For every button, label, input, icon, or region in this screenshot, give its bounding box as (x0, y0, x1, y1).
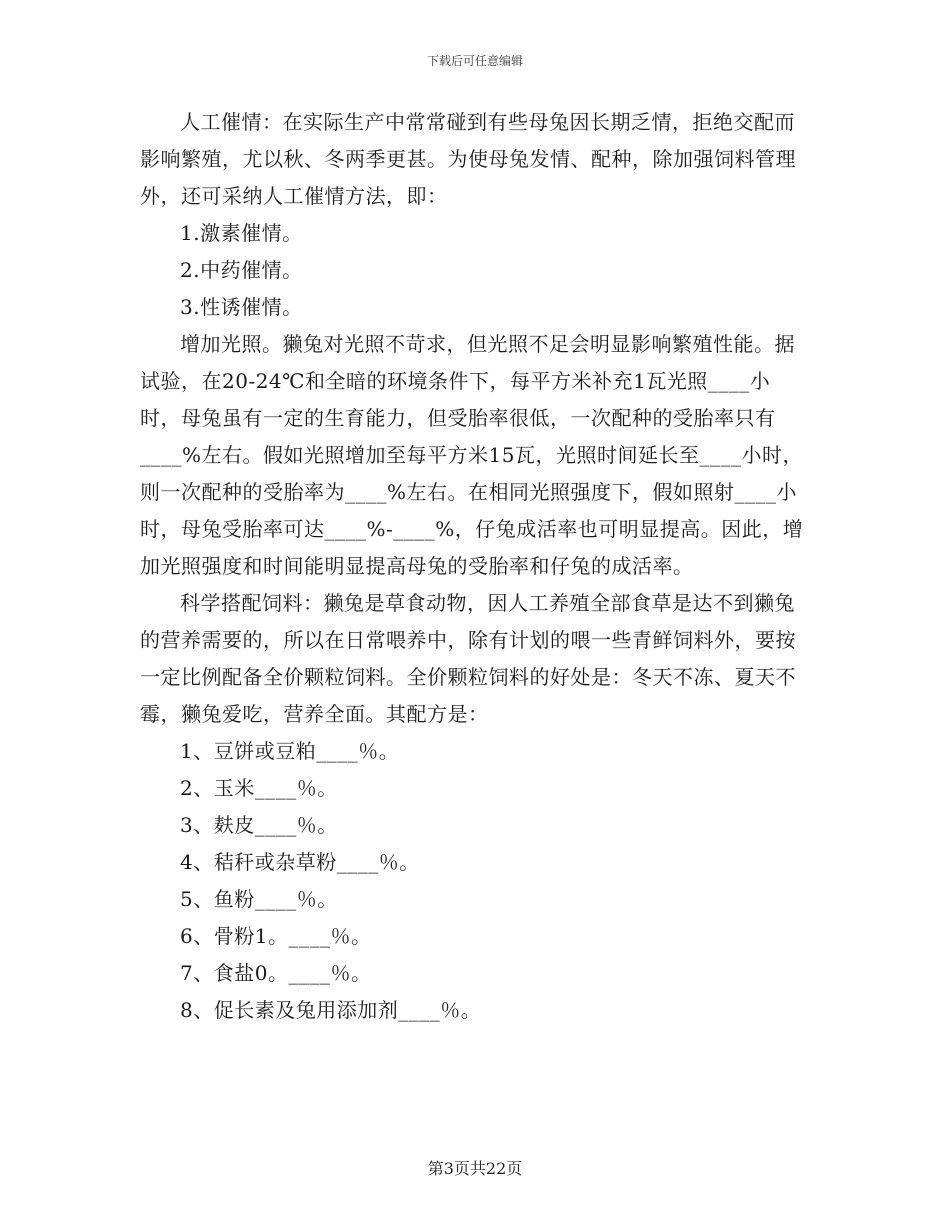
list-item: 2.中药催情。 (180, 258, 303, 282)
document-body (140, 104, 810, 1029)
paragraph-artificial-estrus: 人工催情：在实际生产中常常碰到有些母兔因长期乏情，拒绝交配而影响繁殖，尤以秋、冬两季更甚。为使母兔发情、配种，除加强饲料管理外，还可采纳人工催情方法，即： (140, 110, 796, 208)
list-item: 1.激素催情。 (180, 221, 303, 245)
list-item: 4、秸秆或杂草粉____％。 (180, 850, 420, 874)
list-item: 3.性诱催情。 (180, 295, 303, 319)
list-item: 1、豆饼或豆粕____％。 (180, 739, 400, 763)
page-header: 下载后可任意编辑 (426, 54, 523, 68)
list-item: 2、玉米____％。 (180, 776, 338, 800)
paragraph-feed: 科学搭配饲料：獭兔是草食动物，因人工养殖全部食草是达不到獭兔的营养需要的，所以在日常喂养中，除有计划的喂一些青鲜饲料外，要按一定比例配备全价颗粒饲料。全价颗粒饲料的好处是：冬天不冻、夏天不霉，獭兔爱吃，营养全面。其配方是： (140, 591, 796, 726)
list-item: 7、食盐0。____％。 (180, 961, 372, 985)
paragraph-lighting: 增加光照。獭兔对光照不苛求，但光照不足会明显影响繁殖性能。据试验，在20-24℃和全暗的环境条件下，每平方米补充1瓦光照____小时，母兔虽有一定的生育能力，但受胎率很低，一次配种的受胎率只有____%左右。假如光照增加至每平方米15瓦，光照时间延长至____小时，则一次配种的受胎率为____%左右。在相同光照强度下，假如照射____小时，母兔受胎率可达____%-____%，仔兔成活率也可明显提高。因此，增加光照强度和时间能明显提高母兔的受胎率和仔兔的成活率。 (140, 332, 804, 578)
list-item: 5、鱼粉____％。 (180, 887, 338, 911)
list-item: 8、促长素及兔用添加剂____％。 (180, 998, 482, 1022)
page-number: 第3页共22页 (427, 1159, 523, 1178)
list-item: 3、麸皮____％。 (180, 813, 338, 837)
list-item: 6、骨粉1。____％。 (180, 924, 372, 948)
